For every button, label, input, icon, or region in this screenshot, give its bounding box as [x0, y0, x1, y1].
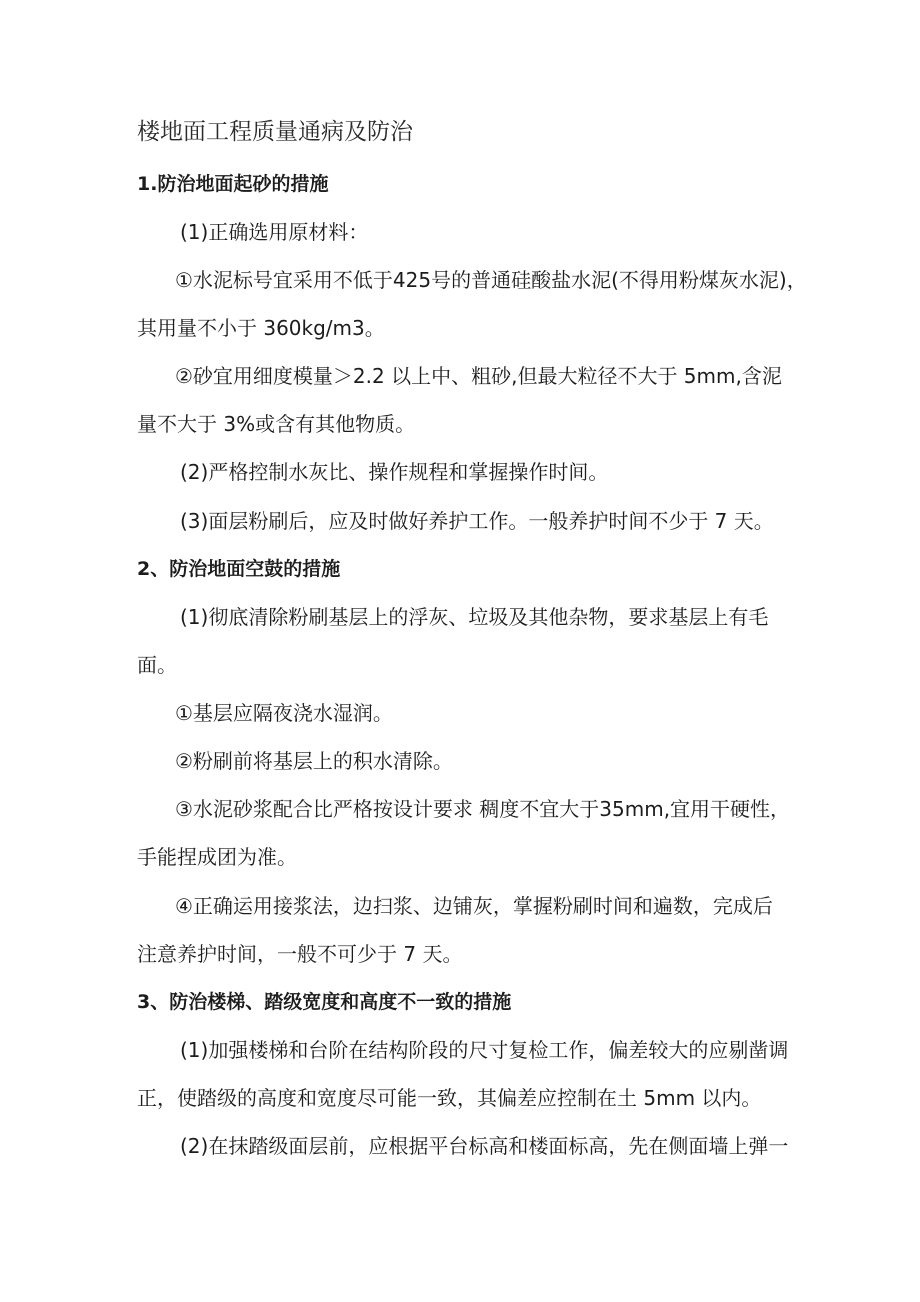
paragraph-line: ④正确运用接浆法，边扫浆、边铺灰，掌握粉刷时间和遍数，完成后 [175, 894, 773, 918]
paragraph-line: 正，使踏级的高度和宽度尽可能一致，其偏差应控制在土 5mm 以内。 [137, 1086, 762, 1110]
paragraph-line: (1)彻底清除粉刷基层上的浮灰、垃圾及其他杂物，要求基层上有毛 [180, 605, 769, 629]
paragraph-line: (2)在抹踏级面层前，应根据平台标高和楼面标高，先在侧面墙上弹一 [180, 1134, 789, 1158]
paragraph-line: (3)面层粉刷后，应及时做好养护工作。一般养护时间不少于 7 天。 [180, 509, 774, 533]
paragraph-line: 其用量不小于 360kg/m3。 [137, 316, 385, 340]
paragraph-line: (1)正确选用原材料： [180, 220, 369, 244]
paragraph-line: 注意养护时间，一般不可少于 7 天。 [137, 942, 463, 966]
paragraph-line: 量不大于 3%或含有其他物质。 [137, 412, 416, 436]
paragraph-line: ③水泥砂浆配合比严格按设计要求 稠度不宜大于35mm,宜用干硬性， [175, 797, 791, 821]
paragraph-line: (2)严格控制水灰比、操作规程和掌握操作时间。 [180, 460, 609, 484]
paragraph-line: (1)加强楼梯和台阶在结构阶段的尺寸复检工作，偏差较大的应剔凿调 [180, 1038, 789, 1062]
paragraph-line: ②砂宜用细度模量＞2.2 以上中、粗砂,但最大粒径不大于 5mm,含泥 [175, 364, 782, 388]
paragraph-line: 面。 [137, 653, 177, 677]
paragraph-line: ①水泥标号宜采用不低于425号的普通硅酸盐水泥(不得用粉煤灰水泥)， [175, 268, 807, 292]
section-heading-1: 1.防治地面起砂的措施 [137, 173, 329, 195]
section-heading-3: 3、防治楼梯、踏级宽度和高度不一致的措施 [137, 991, 512, 1013]
paragraph-line: ①基层应隔夜浇水湿润。 [175, 701, 393, 725]
paragraph-line: 手能捏成团为准。 [137, 845, 297, 869]
paragraph-line: ②粉刷前将基层上的积水清除。 [175, 749, 453, 773]
section-heading-2: 2、防治地面空鼓的措施 [137, 558, 341, 580]
document-title: 楼地面工程质量通病及防治 [137, 119, 413, 145]
